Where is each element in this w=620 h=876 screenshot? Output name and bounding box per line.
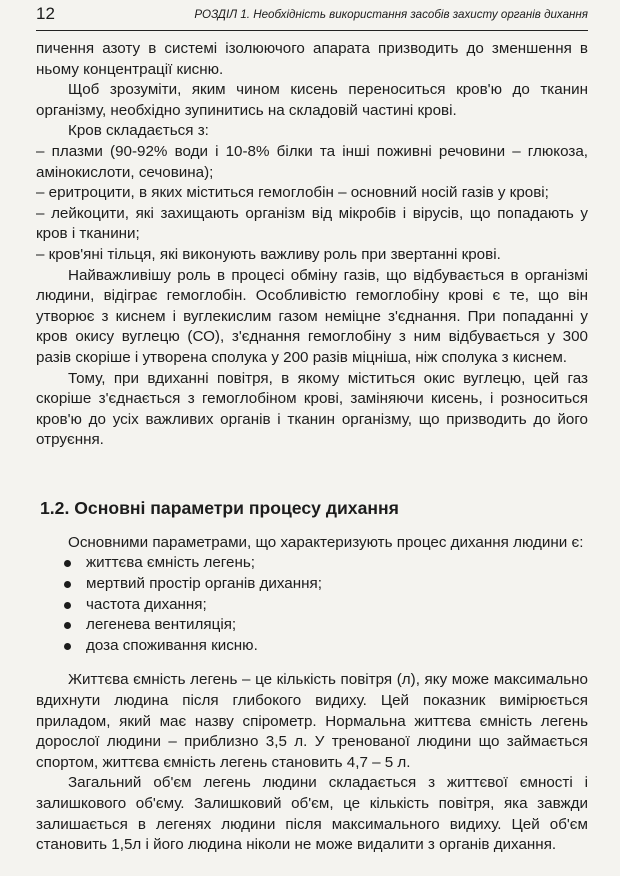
paragraph: Загальний об'єм легень людини складається з життєвої ємності і залишкового об'єму. Залишковий об'єм, це кількість повітря, яка завжди залишається в легенях людини після максимального видиху. Цей об'єм становить 1,5л і його людина ніколи не може видалити з органів дихання. (36, 774, 588, 854)
paragraph: Щоб зрозуміти, яким чином кисень переноситься кров'ю до тканин організму, необхідно зупинитись на складовій частині крові. (36, 81, 588, 119)
chapter-title: РОЗДІЛ 1. Необхідність використання засобів захисту органів дихання (194, 8, 588, 21)
list-item: – еритроцити, в яких міститься гемоглобін – основний носій газів у крові; (36, 184, 549, 202)
list-item: – плазми (90-92% води і 10-8% білки та інші поживні речовини – глюкоза, амінокислоти, сечовина); (36, 142, 588, 181)
running-header (36, 0, 588, 31)
paragraph: Тому, при вдиханні повітря, в якому міститься окис вуглецю, цей газ скоріше з'єднається з гемоглобіном крові, заміняючи кисень, і розноситься кров'ю до усіх важливих органів і тканин організму, що призводить до його отруєння. (36, 369, 588, 449)
page-number: 12 (36, 4, 55, 23)
section-intro: Основними параметрами, що характеризують процес дихання людини є: (68, 533, 584, 551)
paragraph: Життєва ємність легень – це кількість повітря (л), яку може максимально вдихнути людина після глибокого видиху. Цей показник вимірюється приладом, який має назву спірометр. Нормальна життєва ємність легень дорослої людини – приблизно 3,5 л. У тренованої людини що займається спортом, життєва ємність легень становить 4,7 – 5 л. (36, 671, 588, 771)
bullet-item: легенева вентиляція; (64, 615, 588, 636)
bullet-item: доза споживання кисню. (64, 636, 588, 657)
section-heading: 1.2. Основні параметри процесу дихання (40, 497, 399, 518)
paragraph: пичення азоту в системі ізолюючого апарата призводить до зменшення в ньому концентрації кисню. (36, 40, 588, 78)
list-item: – лейкоцити, які захищають організм від мікробів і вірусів, що попадають у кров і тканини; (36, 204, 588, 243)
paragraph: Кров складається з: (68, 122, 209, 140)
bullet-item: життєва ємність легень; (64, 553, 588, 574)
list-item: – кров'яні тільця, які виконують важливу роль при звертанні крові. (36, 245, 501, 263)
bullet-item: мертвий простір органів дихання; (64, 574, 588, 595)
body-text (36, 39, 588, 451)
paragraph: Найважливішу роль в процесі обміну газів, що відбувається в організмі людини, відіграє гемоглобін. Особливістю гемоглобіну крові є те, що він утворює з киснем і вуглекислим газом неміцне з'єднання. При попаданні у кров окису вуглецю (СО), з'єднання гемоглобіну з ним відбувається у 300 разів скоріше і утворена сполука у 200 разів міцніша, ніж сполука з киснем. (36, 266, 588, 366)
bullet-item: частота дихання; (64, 595, 588, 616)
bullet-list (36, 553, 588, 656)
